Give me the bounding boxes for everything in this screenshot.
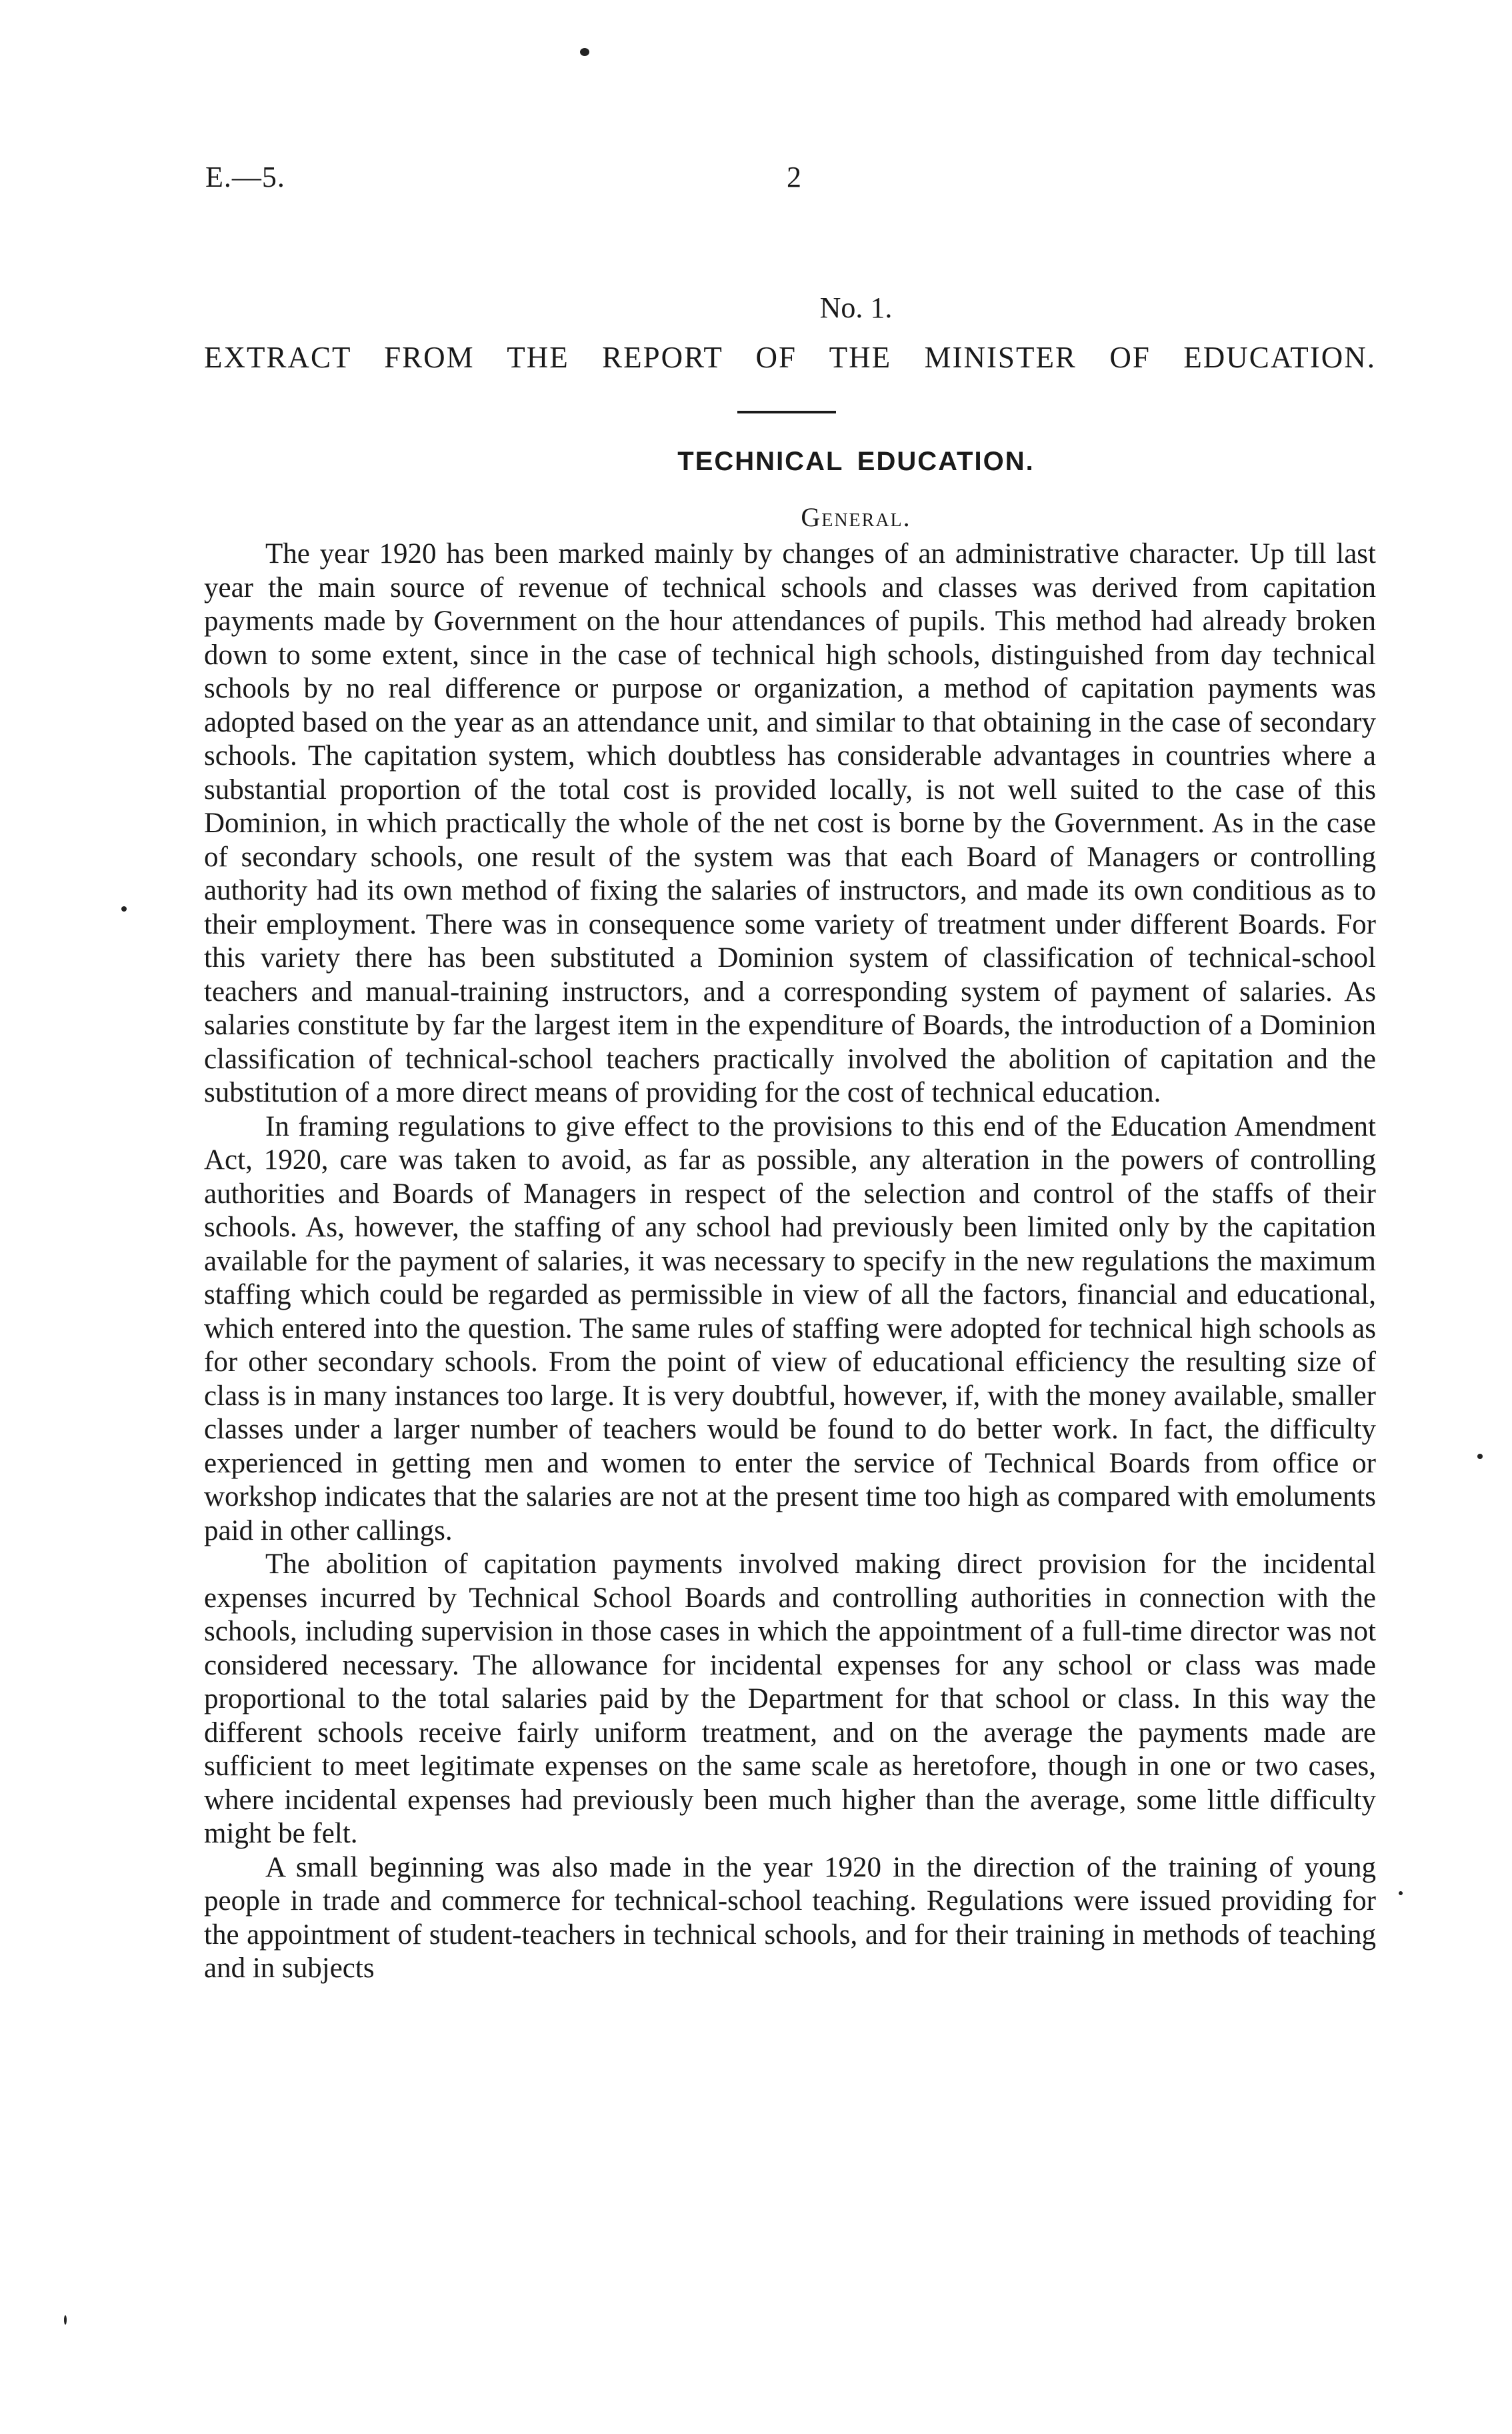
paragraph: A small beginning was also made in the year 1920 in the direction of the training of young people in trade and commerce for technical-school teaching. Regulations were issued providing for the appointment of student-teachers in technical schools, and for their training in methods of teaching and in subjects (204, 1851, 1376, 1984)
document-number: No. 1. (819, 291, 893, 324)
sub-heading: General. (801, 502, 911, 532)
paragraph: The abolition of capitation payments involved making direct provision for the incidental expenses incurred by Technical School Boards and controlling authorities in connection with the schools, including supervision in those cases in which the appointment of a full-time director was not considered necessary. The allowance for incidental expenses for any school or class was made proportional to the total salaries paid by the Department for that school or class. In this way the different schools receive fairly uniform treatment, and on the average the payments made are sufficient to meet legitimate expenses on the same scale as heretofore, though in one or two cases, where incidental expenses had previously been much higher than the average, some little difficulty might be felt. (204, 1548, 1376, 1849)
scan-speck (1477, 1454, 1483, 1459)
section-heading: TECHNICAL EDUCATION. (677, 447, 1035, 476)
scan-speck (64, 2315, 67, 2325)
body-text (204, 537, 1376, 1986)
scan-speck (121, 906, 127, 912)
paragraph: In framing regulations to give effect to the provisions to this end of the Education Amendment Act, 1920, care was taken to avoid, as far as possible, any alteration in the powers of controlling authorities and Boards of Managers in respect of the selection and control of the staffs of their schools. As, however, the staffing of any school had previously been limited only by the capitation available for the payment of salaries, it was necessary to specify in the new regulations the maximum staffing which could be regarded as permissible in view of all the factors, financial and educational, which entered into the question. The same rules of staffing were adopted for technical high schools as for other secondary schools. From the point of view of educational efficiency the resulting size of class is in many instances too large. It is very doubtful, however, if, with the money available, smaller classes under a larger number of teachers would be found to do better work. In fact, the difficulty experienced in getting men and women to enter the service of Technical Boards from office or workshop indicates that the salaries are not at the present time too high as compared with emoluments paid in other callings. (204, 1110, 1376, 1546)
page-reference: E.—5. (205, 161, 285, 193)
page-number: 2 (787, 161, 801, 193)
scan-speck (580, 48, 589, 56)
title-rule (737, 411, 836, 413)
document-title: EXTRACT FROM THE REPORT OF THE MINISTER OF EDUCATION. (204, 341, 1376, 374)
paragraph: The year 1920 has been marked mainly by changes of an administrative character. Up till last year the main source of revenue of technical schools and classes was derived from capitation payments made by Government on the hour attendances of pupils. This method had already broken down to some extent, since in the case of technical high schools, distinguished from day technical schools by no real difference or purpose or organization, a method of capitation payments was adopted based on the year as an attendance unit, and similar to that obtaining in the case of secondary schools. The capitation system, which doubtless has considerable advantages in countries where a substantial proportion of the total cost is provided locally, is not well suited to the case of this Dominion, in which practically the whole of the net cost is borne by the Government. As in the case of secondary schools, one result of the system was that each Board of Managers or controlling authority had its own method of fixing the salaries of instructors, and made its own conditious as to their employment. There was in consequence some variety of treatment under different Boards. For this variety there has been substituted a Dominion system of classification of technical-school teachers and manual-training instructors, and a corresponding system of payment of salaries. As salaries constitute by far the largest item in the expenditure of Boards, the introduction of a Dominion classification of technical-school teachers practically involved the abolition of capitation and the substitution of a more direct means of providing for the cost of technical education. (204, 538, 1376, 1108)
scan-speck (1399, 1891, 1403, 1895)
